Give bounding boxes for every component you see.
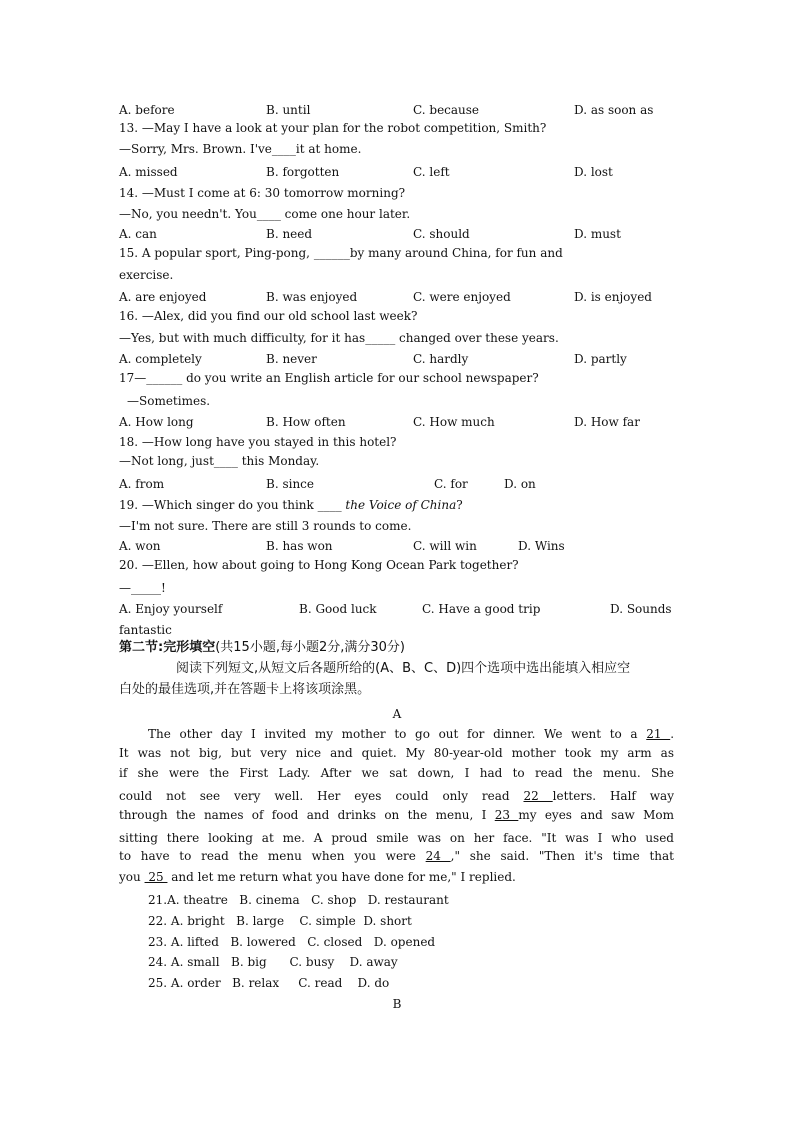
q13-option-a: A. missed bbox=[119, 165, 178, 179]
q16-question: 16. —Alex, did you find our old school last week? bbox=[119, 309, 418, 323]
q16-option-a: A. completely bbox=[119, 352, 202, 366]
blank-22: 22 bbox=[523, 789, 553, 803]
passage-a-line7: to have to read the menu when you were 24 ," she said. "Then it's time that bbox=[119, 849, 674, 863]
q13-question: 13. —May I have a look at your plan for the robot competition, Smith? bbox=[119, 121, 547, 135]
passage-a-line4: could not see very well. Her eyes could only read 22 letters. Half way bbox=[119, 789, 674, 803]
blank-21: 21 bbox=[646, 727, 671, 741]
q15-question: 15. A popular sport, Ping-pong, ______by many around China, for fun and bbox=[119, 246, 563, 260]
q16-option-c: C. hardly bbox=[413, 352, 469, 366]
q15-option-c: C. were enjoyed bbox=[413, 290, 511, 304]
section-instruction-line2: 白处的最佳选项,并在答题卡上将该项涂黑。 bbox=[119, 682, 371, 697]
q13-option-d: D. lost bbox=[574, 165, 613, 179]
q17-option-d: D. How far bbox=[574, 415, 640, 429]
q16-option-d: D. partly bbox=[574, 352, 627, 366]
q12-option-a: A. before bbox=[119, 103, 175, 117]
q14-option-c: C. should bbox=[413, 227, 470, 241]
q13-answer: —Sorry, Mrs. Brown. I've____it at home. bbox=[119, 142, 362, 156]
q15-question-wrap: exercise. bbox=[119, 268, 174, 282]
q15-option-b: B. was enjoyed bbox=[266, 290, 358, 304]
q17-question: 17—______ do you write an English article for our school newspaper? bbox=[119, 371, 539, 385]
q20-option-b: B. Good luck bbox=[299, 602, 377, 616]
q19-question: 19. —Which singer do you think ____ the Voice of China? bbox=[119, 498, 463, 512]
q18-option-c: C. for bbox=[434, 477, 468, 491]
q20-question: 20. —Ellen, how about going to Hong Kong Ocean Park together? bbox=[119, 558, 519, 572]
choice-row-22: 22. A. bright B. large C. simple D. short bbox=[148, 914, 412, 928]
section-score-note: (共15小题,每小题2分,满分30分) bbox=[215, 640, 405, 655]
q19-option-c: C. will win bbox=[413, 539, 477, 553]
q20-option-d: D. Sounds bbox=[610, 602, 672, 616]
q19-option-d: D. Wins bbox=[518, 539, 565, 553]
q17-answer: —Sometimes. bbox=[127, 394, 211, 408]
passage-b-label: B bbox=[392, 997, 402, 1011]
blank-24: 24 bbox=[425, 849, 451, 863]
choice-row-25: 25. A. order B. relax C. read D. do bbox=[148, 976, 390, 990]
q17-option-b: B. How often bbox=[266, 415, 346, 429]
q19-answer: —I'm not sure. There are still 3 rounds to come. bbox=[119, 519, 412, 533]
q18-option-d: D. on bbox=[504, 477, 536, 491]
q20-answer: —_____! bbox=[119, 581, 166, 595]
q14-option-b: B. need bbox=[266, 227, 313, 241]
passage-a-line2: It was not big, but very nice and quiet. My 80-year-old mother took my arm as bbox=[119, 746, 674, 760]
choice-row-23: 23. A. lifted B. lowered C. closed D. opened bbox=[148, 935, 436, 949]
q20-option-a: A. Enjoy yourself bbox=[119, 602, 223, 616]
q17-option-a: A. How long bbox=[119, 415, 194, 429]
choice-row-24: 24. A. small B. big C. busy D. away bbox=[148, 955, 398, 969]
q13-option-b: B. forgotten bbox=[266, 165, 340, 179]
blank-23: 23 bbox=[494, 808, 519, 822]
q13-option-c: C. left bbox=[413, 165, 450, 179]
q20-option-c: C. Have a good trip bbox=[422, 602, 541, 616]
q14-option-d: D. must bbox=[574, 227, 621, 241]
passage-a-line5: through the names of food and drinks on the menu, I 23 my eyes and saw Mom bbox=[119, 808, 674, 822]
q14-option-a: A. can bbox=[119, 227, 157, 241]
q15-option-a: A. are enjoyed bbox=[119, 290, 207, 304]
q18-option-b: B. since bbox=[266, 477, 314, 491]
q12-option-c: C. because bbox=[413, 103, 480, 117]
q18-option-a: A. from bbox=[119, 477, 165, 491]
q14-answer: —No, you needn't. You____ come one hour later. bbox=[119, 207, 411, 221]
q18-answer: —Not long, just____ this Monday. bbox=[119, 454, 320, 468]
q14-question: 14. —Must I come at 6: 30 tomorrow morning? bbox=[119, 186, 406, 200]
section-title: 第二节:完形填空 bbox=[119, 640, 216, 655]
q12-option-d: D. as soon as bbox=[574, 103, 654, 117]
passage-a-line3: if she were the First Lady. After we sat down, I had to read the menu. She bbox=[119, 766, 674, 780]
blank-25: 25 bbox=[144, 870, 168, 884]
q16-answer: —Yes, but with much difficulty, for it has_____ changed over these years. bbox=[119, 331, 559, 345]
q12-option-b: B. until bbox=[266, 103, 311, 117]
q15-option-d: D. is enjoyed bbox=[574, 290, 652, 304]
passage-a-label: A bbox=[392, 707, 402, 721]
choice-row-21: 21.A. theatre B. cinema C. shop D. restaurant bbox=[148, 893, 449, 907]
q18-question: 18. —How long have you stayed in this hotel? bbox=[119, 435, 397, 449]
passage-a-line6: sitting there looking at me. A proud smile was on her face. "It was I who used bbox=[119, 831, 674, 845]
section-heading bbox=[119, 641, 405, 655]
q19-title-italic: the Voice of China bbox=[345, 498, 457, 512]
q19-option-b: B. has won bbox=[266, 539, 333, 553]
passage-a-line8: you 25 and let me return what you have done for me," I replied. bbox=[119, 870, 516, 884]
passage-a-line1: The other day I invited my mother to go out for dinner. We went to a 21 . bbox=[148, 727, 675, 741]
section-instruction-line1: 阅读下列短文,从短文后各题所给的(A、B、C、D)四个选项中选出能填入相应空 bbox=[176, 661, 631, 676]
q19-option-a: A. won bbox=[119, 539, 161, 553]
q17-option-c: C. How much bbox=[413, 415, 495, 429]
q16-option-b: B. never bbox=[266, 352, 317, 366]
q20-option-d-wrap: fantastic bbox=[119, 623, 172, 637]
